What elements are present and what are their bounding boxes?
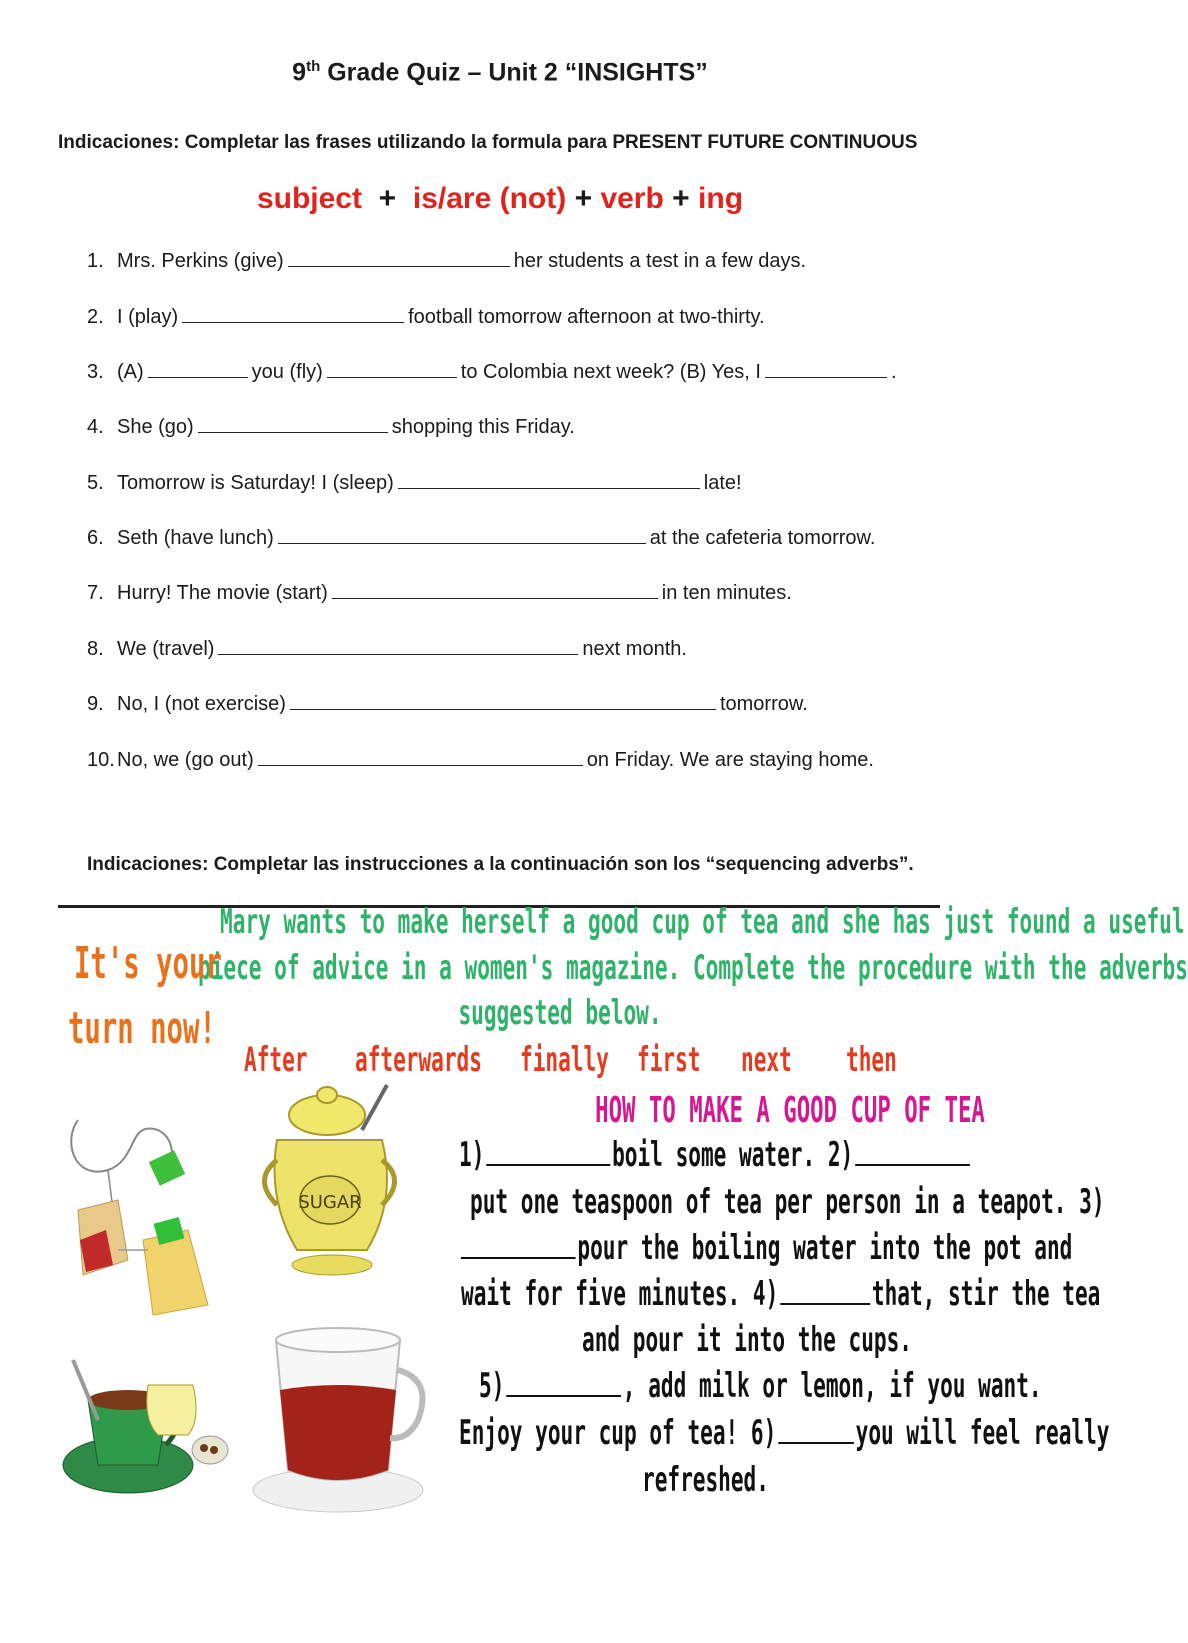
recipe-heading: HOW TO MAKE A GOOD CUP OF TEA [595,1090,985,1131]
question-6: 6. Seth (have lunch) at the cafeteria tomorrow. [87,527,876,549]
sugar-bowl-icon [262,1080,422,1300]
recipe-line-5: and pour it into the cups. [582,1320,912,1360]
glass-tea-cup-icon [248,1320,428,1520]
answer-blank[interactable] [218,637,578,655]
answer-blank[interactable] [290,692,716,710]
answer-blank[interactable] [198,415,388,433]
instruction-sequencing: Indicaciones: Completar las instrucciones a la continuación son los “sequencing adverbs”. [87,854,914,875]
recipe-line-4: wait for five minutes. 4) that, stir the tea [461,1274,1101,1314]
recipe-line-8: refreshed. [642,1460,769,1500]
answer-blank[interactable] [278,526,646,544]
question-1: 1. Mrs. Perkins (give) her students a test in a few days. [87,250,807,272]
recipe-line-2: put one teaspoon of tea per person in a teapot. 3) [470,1182,1105,1222]
answer-blank[interactable] [332,581,658,599]
page-title: 9th Grade Quiz – Unit 2 “INSIGHTS” [292,58,708,87]
teacup-set-icon [58,1340,228,1510]
adverb-next: next [741,1040,792,1080]
answer-blank[interactable] [778,1416,854,1444]
question-3: 3. (A) you (fly) to Colombia next week? (B) Yes, I . [87,361,897,383]
recipe-line-6: 5) , add milk or lemon, if you want. [479,1366,1042,1406]
answer-blank[interactable] [288,249,510,267]
answer-blank[interactable] [182,305,404,323]
adverb-after: After [244,1040,308,1080]
question-7: 7. Hurry! The movie (start) in ten minutes. [87,582,792,604]
question-9: 9. No, I (not exercise) tomorrow. [87,693,808,715]
question-4: 4. She (go) shopping this Friday. [87,416,575,438]
intro-line-1: Mary wants to make herself a good cup of tea and she has just found a useful [220,902,1185,942]
instruction-present-future: Indicaciones: Completar las frases utilizando la formula para PRESENT FUTURE CONTINUOUS [58,132,918,153]
adverb-then: then [846,1040,897,1080]
turn-line-1: It's your [74,938,222,989]
answer-blank[interactable] [148,360,248,378]
answer-blank[interactable] [486,1138,610,1166]
question-10: 10. No, we (go out) on Friday. We are staying home. [87,749,874,771]
answer-blank[interactable] [398,471,700,489]
tea-bags-icon [58,1100,218,1320]
question-8: 8. We (travel) next month. [87,638,687,660]
recipe-line-3: pour the boiling water into the pot and [459,1228,1072,1268]
intro-line-2: piece of advice in a women's magazine. Complete the procedure with the adverbs [198,948,1188,988]
answer-blank[interactable] [780,1277,870,1305]
answer-blank[interactable] [765,360,887,378]
answer-blank[interactable] [855,1138,970,1166]
adverb-afterwards: afterwards [355,1040,482,1080]
recipe-line-1: 1) boil some water. 2) [459,1135,972,1175]
sugar-label: SUGAR [298,1192,362,1213]
recipe-line-7: Enjoy your cup of tea! 6) you will feel really [459,1413,1110,1453]
intro-line-3: suggested below. [458,993,662,1033]
answer-blank[interactable] [327,360,457,378]
answer-blank[interactable] [258,748,583,766]
adverb-first: first [637,1040,701,1080]
question-2: 2. I (play) football tomorrow afternoon at two-thirty. [87,306,765,328]
adverb-finally: finally [520,1040,609,1080]
turn-line-2: turn now! [68,1003,216,1054]
question-5: 5. Tomorrow is Saturday! I (sleep) late! [87,472,742,494]
answer-blank[interactable] [506,1369,621,1397]
formula: subject + is/are (not) + verb + ing [256,182,744,215]
answer-blank[interactable] [461,1231,576,1259]
